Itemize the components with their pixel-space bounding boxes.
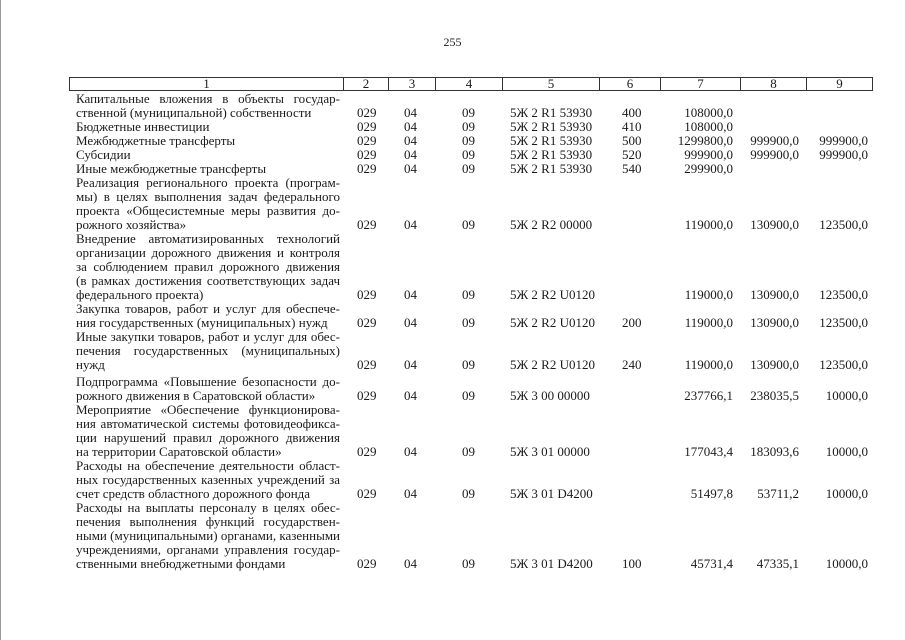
row-description-line: Капитальные вложения в объекты государ- xyxy=(76,91,340,106)
row-description-line: ных государственных казенных учреждений за xyxy=(76,472,340,487)
row-cell-c5: 5Ж 2 R1 53930 xyxy=(510,133,593,148)
column-header-7: 7 xyxy=(661,78,741,91)
row-description-line: Иные закупки товаров, работ и услуг для обес- xyxy=(76,329,340,344)
row-cell-c8: 183093,6 xyxy=(750,444,799,459)
page-number: 255 xyxy=(443,35,462,49)
row-cell-c9: 10000,0 xyxy=(825,444,868,459)
row-cell-c9: 123500,0 xyxy=(819,287,868,302)
row-cell-c3: 04 xyxy=(404,486,417,501)
column-header-4: 4 xyxy=(436,78,503,91)
row-cell-c8: 47335,1 xyxy=(756,556,799,571)
row-cell-c7: 119000,0 xyxy=(684,217,733,232)
row-description-line: Расходы на обеспечение деятельности област- xyxy=(76,458,340,473)
row-cell-c4: 09 xyxy=(462,105,475,120)
row-description-line: рожного движения в Саратовской области» xyxy=(76,388,316,403)
column-header-9: 9 xyxy=(807,78,873,91)
row-description-line: Подпрограмма «Повышение безопасности до- xyxy=(76,374,340,389)
row-cell-c3: 04 xyxy=(404,315,417,330)
row-cell-c3: 04 xyxy=(404,147,417,162)
row-cell-c2: 029 xyxy=(357,147,377,162)
row-cell-c3: 04 xyxy=(404,119,417,134)
row-description-line: на территории Саратовской области» xyxy=(76,444,282,459)
row-description-line: ния государственных (муниципальных) нужд xyxy=(76,315,328,330)
row-cell-c2: 029 xyxy=(357,105,377,120)
row-cell-c7: 119000,0 xyxy=(684,315,733,330)
row-cell-c5: 5Ж 2 R1 53930 xyxy=(510,119,593,134)
row-description-line: рожного хозяйства» xyxy=(76,217,187,232)
row-cell-c7: 1299800,0 xyxy=(677,133,733,148)
column-header-6: 6 xyxy=(600,78,661,91)
row-cell-c4: 09 xyxy=(462,556,475,571)
row-cell-c3: 04 xyxy=(404,161,417,176)
row-description-line: учреждениями, органами управления государ- xyxy=(76,542,340,557)
row-cell-c7: 237766,1 xyxy=(684,388,733,403)
row-cell-c9: 999900,0 xyxy=(819,133,868,148)
row-description-line: Реализация регионального проекта (програм- xyxy=(76,175,340,190)
row-cell-c5: 5Ж 3 01 D4200 xyxy=(510,556,593,571)
row-cell-c6: 540 xyxy=(622,161,642,176)
row-description-line: за соблюдением правил дорожного движения xyxy=(76,259,340,274)
row-cell-c2: 029 xyxy=(357,161,377,176)
row-cell-c5: 5Ж 2 R2 U0120 xyxy=(510,315,595,330)
row-cell-c8: 999900,0 xyxy=(750,133,799,148)
row-cell-c2: 029 xyxy=(357,357,377,372)
row-description-line: федерального проекта) xyxy=(76,287,204,302)
row-cell-c3: 04 xyxy=(404,133,417,148)
row-cell-c4: 09 xyxy=(462,315,475,330)
row-cell-c4: 09 xyxy=(462,357,475,372)
row-description-line: Закупка товаров, работ и услуг для обеспече- xyxy=(76,301,340,316)
row-cell-c7: 51497,8 xyxy=(690,486,733,501)
column-header-8: 8 xyxy=(741,78,807,91)
row-cell-c2: 029 xyxy=(357,486,377,501)
column-header-3: 3 xyxy=(389,78,436,91)
row-cell-c2: 029 xyxy=(357,556,377,571)
column-header-5: 5 xyxy=(503,78,600,91)
row-cell-c8: 238035,5 xyxy=(750,388,799,403)
row-cell-c3: 04 xyxy=(404,444,417,459)
row-cell-c6: 410 xyxy=(622,119,642,134)
row-cell-c9: 10000,0 xyxy=(825,486,868,501)
row-cell-c9: 10000,0 xyxy=(825,556,868,571)
row-cell-c7: 119000,0 xyxy=(684,287,733,302)
row-cell-c9: 123500,0 xyxy=(819,217,868,232)
row-cell-c9: 10000,0 xyxy=(825,388,868,403)
row-description-line: мы) в целях выполнения задач федерального xyxy=(76,189,340,204)
row-cell-c4: 09 xyxy=(462,287,475,302)
row-cell-c5: 5Ж 2 R1 53930 xyxy=(510,147,593,162)
row-cell-c4: 09 xyxy=(462,147,475,162)
row-cell-c2: 029 xyxy=(357,388,377,403)
row-description-line: ными (муниципальными) органами, казенными xyxy=(76,528,340,543)
row-description-line: Мероприятие «Обеспечение функционирова- xyxy=(76,402,340,417)
row-description-line: проекта «Общесистемные меры развития до- xyxy=(76,203,340,218)
row-cell-c8: 53711,2 xyxy=(757,486,799,501)
row-cell-c6: 240 xyxy=(622,357,642,372)
row-cell-c5: 5Ж 2 R1 53930 xyxy=(510,105,593,120)
row-description-line: ции нарушений правил дорожного движения xyxy=(76,430,340,445)
row-cell-c7: 108000,0 xyxy=(684,105,733,120)
row-cell-c4: 09 xyxy=(462,217,475,232)
row-cell-c8: 999900,0 xyxy=(750,147,799,162)
row-cell-c8: 130900,0 xyxy=(750,287,799,302)
row-cell-c8: 130900,0 xyxy=(750,315,799,330)
row-cell-c8: 130900,0 xyxy=(750,357,799,372)
row-cell-c6: 400 xyxy=(622,105,642,120)
row-cell-c6: 200 xyxy=(622,315,642,330)
row-description-line: организации дорожного движения и контроля xyxy=(76,245,340,260)
row-cell-c9: 999900,0 xyxy=(819,147,868,162)
row-cell-c3: 04 xyxy=(404,217,417,232)
row-cell-c5: 5Ж 3 01 D4200 xyxy=(510,486,593,501)
row-cell-c7: 177043,4 xyxy=(684,444,733,459)
row-cell-c8: 130900,0 xyxy=(750,217,799,232)
row-cell-c4: 09 xyxy=(462,444,475,459)
row-cell-c4: 09 xyxy=(462,388,475,403)
row-cell-c3: 04 xyxy=(404,357,417,372)
row-cell-c2: 029 xyxy=(357,133,377,148)
row-cell-c7: 108000,0 xyxy=(684,119,733,134)
row-cell-c7: 999900,0 xyxy=(684,147,733,162)
row-description-line: Бюджетные инвестиции xyxy=(76,119,210,134)
row-cell-c4: 09 xyxy=(462,119,475,134)
row-description-line: Субсидии xyxy=(76,147,131,162)
row-cell-c3: 04 xyxy=(404,287,417,302)
row-description-line: печения государственных (муниципальных) xyxy=(76,343,340,358)
row-cell-c5: 5Ж 3 00 00000 xyxy=(510,388,590,403)
row-cell-c4: 09 xyxy=(462,161,475,176)
row-cell-c7: 299900,0 xyxy=(684,161,733,176)
row-cell-c2: 029 xyxy=(357,217,377,232)
row-description-line: ния автоматической системы фотовидеофикса- xyxy=(76,416,340,431)
row-cell-c5: 5Ж 3 01 00000 xyxy=(510,444,590,459)
row-cell-c2: 029 xyxy=(357,444,377,459)
row-cell-c4: 09 xyxy=(462,133,475,148)
row-cell-c3: 04 xyxy=(404,556,417,571)
row-cell-c9: 123500,0 xyxy=(819,357,868,372)
row-cell-c7: 119000,0 xyxy=(684,357,733,372)
row-cell-c2: 029 xyxy=(357,119,377,134)
row-cell-c3: 04 xyxy=(404,388,417,403)
row-description-line: ственными внебюджетными фондами xyxy=(76,556,286,571)
row-description-line: печения выполнения функций государствен- xyxy=(76,514,340,529)
row-cell-c9: 123500,0 xyxy=(819,315,868,330)
row-cell-c2: 029 xyxy=(357,315,377,330)
row-description-line: нужд xyxy=(76,357,105,372)
row-cell-c6: 500 xyxy=(622,133,642,148)
row-cell-c7: 45731,4 xyxy=(690,556,733,571)
row-cell-c5: 5Ж 2 R2 U0120 xyxy=(510,287,595,302)
row-cell-c6: 100 xyxy=(622,556,642,571)
row-description-line: Расходы на выплаты персоналу в целях обес- xyxy=(76,500,340,515)
row-cell-c6: 520 xyxy=(622,147,642,162)
row-cell-c4: 09 xyxy=(462,486,475,501)
row-description-line: ственной (муниципальной) собственности xyxy=(76,105,312,120)
row-cell-c2: 029 xyxy=(357,287,377,302)
row-description-line: счет средств областного дорожного фонда xyxy=(76,486,311,501)
row-description-line: Иные межбюджетные трансферты xyxy=(76,161,267,176)
column-header-2: 2 xyxy=(344,78,389,91)
column-header-1: 1 xyxy=(70,78,344,91)
row-cell-c5: 5Ж 2 R1 53930 xyxy=(510,161,593,176)
row-cell-c3: 04 xyxy=(404,105,417,120)
row-description-line: Межбюджетные трансферты xyxy=(76,133,236,148)
row-description-line: Внедрение автоматизированных технологий xyxy=(76,231,340,246)
row-cell-c5: 5Ж 2 R2 00000 xyxy=(510,217,593,232)
row-description-line: (в рамках достижения соответствующих задач xyxy=(76,273,340,288)
row-cell-c5: 5Ж 2 R2 U0120 xyxy=(510,357,595,372)
